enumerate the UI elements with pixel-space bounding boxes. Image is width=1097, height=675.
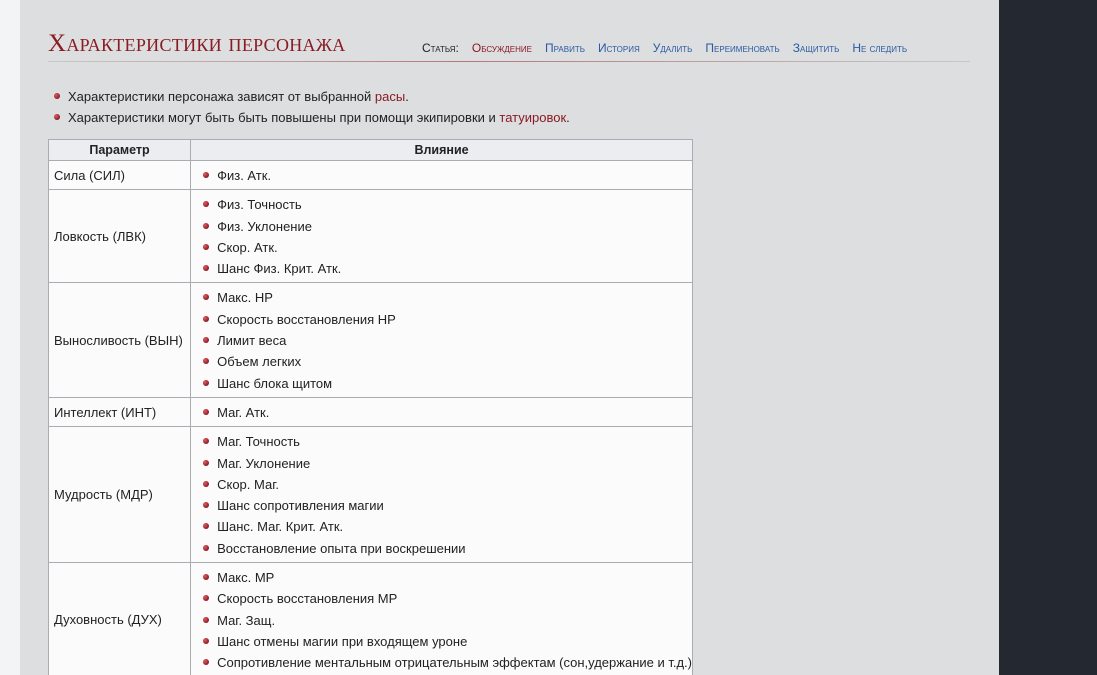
list-item	[203, 538, 692, 559]
list-item	[203, 373, 692, 394]
tab-discussion[interactable]: Обсуждение	[471, 41, 532, 55]
protect-link[interactable]: Защитить	[792, 41, 840, 55]
page-header	[48, 30, 970, 64]
table-row	[49, 563, 693, 675]
list-item	[54, 86, 570, 107]
table-header-row	[49, 140, 693, 161]
effect-text: Маг. Точность	[217, 434, 300, 450]
note-text: Характеристики персонажа зависят от выбранной	[68, 89, 375, 104]
column-header-param: Параметр	[49, 140, 191, 161]
note-text: Характеристики могут быть быть повышены при помощи экипировки и	[68, 110, 500, 125]
bullet-icon	[203, 523, 209, 529]
bullet-icon	[54, 93, 60, 99]
table-row	[49, 397, 693, 426]
effect-cell	[191, 563, 693, 675]
table-row	[49, 283, 693, 397]
page-title: Характеристики персонажа	[48, 30, 346, 57]
note-punct: .	[566, 110, 570, 125]
article-actions	[422, 41, 920, 55]
bullet-icon	[203, 460, 209, 466]
list-item	[203, 309, 692, 330]
bullet-icon	[203, 223, 209, 229]
effects-list	[191, 563, 692, 675]
table-row	[49, 190, 693, 283]
bullet-icon	[203, 502, 209, 508]
effects-list	[191, 161, 692, 189]
history-link[interactable]: История	[597, 41, 640, 55]
bullet-icon	[54, 114, 60, 120]
effects-list	[191, 283, 692, 396]
note-punct: .	[405, 89, 409, 104]
effect-cell	[191, 190, 693, 283]
unwatch-link[interactable]: Не следить	[852, 41, 908, 55]
list-item	[203, 287, 692, 308]
effect-text: Восстановление опыта при воскрешении	[217, 540, 466, 556]
param-cell: Ловкость (ЛВК)	[49, 190, 191, 283]
list-item	[203, 402, 692, 423]
edit-link[interactable]: Править	[544, 41, 585, 55]
list-item	[203, 351, 692, 372]
bullet-icon	[203, 380, 209, 386]
effect-text: Маг. Защ.	[217, 612, 276, 628]
rename-link[interactable]: Переименовать	[705, 41, 780, 55]
list-item	[203, 516, 692, 537]
races-link[interactable]: расы	[374, 89, 406, 104]
param-cell: Мудрость (МДР)	[49, 427, 191, 563]
list-item	[203, 610, 692, 631]
effect-text: Физ. Атк.	[217, 168, 272, 183]
bullet-icon	[203, 172, 209, 178]
effect-text: Сопротивление ментальным отрицательным эффектам (сон,удержание и т.д.)	[217, 655, 692, 671]
table-body	[49, 161, 693, 675]
notes-list	[54, 86, 570, 128]
list-item	[203, 567, 692, 588]
bullet-icon	[203, 201, 209, 207]
column-header-effect: Влияние	[191, 140, 693, 161]
effects-list	[191, 190, 692, 282]
list-item	[203, 165, 692, 186]
bullet-icon	[203, 481, 209, 487]
effect-cell	[191, 161, 693, 190]
effect-cell	[191, 397, 693, 426]
param-cell: Интеллект (ИНТ)	[49, 397, 191, 426]
bullet-icon	[203, 617, 209, 623]
effect-text: Шанс отмены магии при входящем уроне	[217, 633, 468, 649]
bullet-icon	[203, 545, 209, 551]
bullet-icon	[203, 294, 209, 300]
bullet-icon	[203, 316, 209, 322]
effect-text: Маг. Атк.	[217, 404, 270, 420]
effect-text: Макс. HP	[217, 290, 273, 306]
effect-cell	[191, 427, 693, 563]
bullet-icon	[203, 438, 209, 444]
list-item	[203, 474, 692, 495]
list-item	[203, 216, 692, 237]
header-divider	[48, 61, 970, 62]
list-item	[203, 631, 692, 652]
effect-text: Физ. Уклонение	[217, 218, 312, 234]
table-row	[49, 427, 693, 563]
article-page	[20, 0, 999, 675]
list-item	[203, 652, 692, 673]
bullet-icon	[203, 574, 209, 580]
bullet-icon	[203, 595, 209, 601]
effect-text: Шанс сопротивления магии	[217, 498, 384, 514]
effect-text: Объем легких	[217, 354, 302, 370]
list-item	[203, 495, 692, 516]
effect-text: Скор. Атк.	[217, 239, 278, 255]
bullet-icon	[203, 659, 209, 665]
effect-text: Лимит веса	[217, 333, 287, 349]
param-cell: Духовность (ДУХ)	[49, 563, 191, 675]
article-label: Статья:	[422, 41, 459, 55]
effect-text: Макс. MP	[217, 570, 275, 586]
list-item	[203, 431, 692, 452]
param-cell: Сила (СИЛ)	[49, 161, 191, 190]
bullet-icon	[203, 265, 209, 271]
list-item	[203, 258, 692, 279]
list-item	[203, 453, 692, 474]
effects-list	[191, 427, 692, 562]
delete-link[interactable]: Удалить	[652, 41, 693, 55]
effect-text: Физ. Точность	[217, 197, 302, 213]
list-item	[203, 330, 692, 351]
bullet-icon	[203, 244, 209, 250]
list-item	[203, 194, 692, 215]
tattoos-link[interactable]: татуировок	[499, 110, 567, 125]
bullet-icon	[203, 358, 209, 364]
effect-text: Маг. Уклонение	[217, 455, 311, 471]
effect-cell	[191, 283, 693, 397]
effect-text: Шанс. Маг. Крит. Атк.	[217, 519, 344, 535]
bullet-icon	[203, 409, 209, 415]
list-item	[203, 588, 692, 609]
param-cell: Выносливость (ВЫН)	[49, 283, 191, 397]
effect-text: Шанс блока щитом	[217, 375, 333, 391]
effect-text: Скорость восстановления MP	[217, 591, 398, 607]
effects-list	[191, 398, 692, 426]
left-margin-strip	[0, 0, 20, 675]
list-item	[203, 237, 692, 258]
effect-text: Скорость восстановления HP	[217, 311, 396, 327]
bullet-icon	[203, 638, 209, 644]
effect-text: Скор. Маг.	[217, 476, 279, 492]
bullet-icon	[203, 337, 209, 343]
effect-text: Шанс Физ. Крит. Атк.	[217, 261, 342, 277]
stats-table	[48, 139, 693, 675]
table-row	[49, 161, 693, 190]
list-item	[54, 107, 570, 128]
